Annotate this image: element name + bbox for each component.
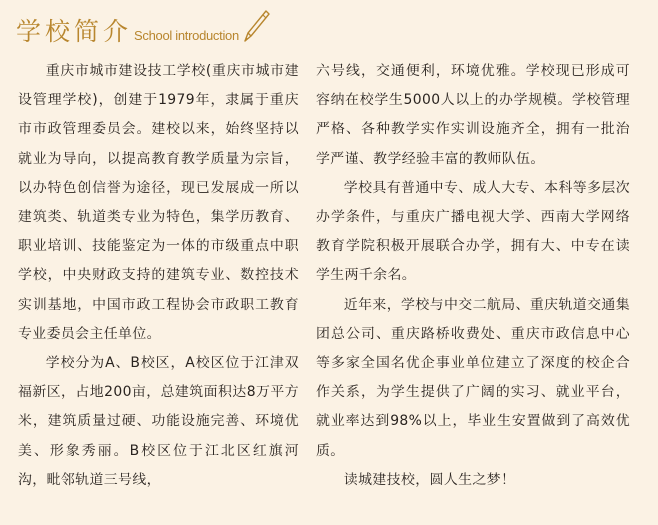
pen-icon <box>241 8 271 48</box>
paragraph-education: 学校具有普通中专、成人大专、本科等多层次办学条件，与重庆广播电视大学、西南大学网络教育学院积极开展联合办学，拥有大、中专在读学生两千余名。 <box>316 179 630 284</box>
left-column <box>18 57 299 495</box>
paragraph-campus-cont: 六号线，交通便利，环境优雅。学校现已形成可容纳在校学生5000人以上的办学规模。学校管理严格、各种教学实作实训设施齐全，拥有一批治学严谨、教学经验丰富的教师队伍。 <box>316 63 630 167</box>
right-column <box>316 57 630 495</box>
paragraph-slogan: 读城建技校，圆人生之梦！ <box>343 471 516 488</box>
section-header <box>16 8 271 48</box>
paragraph-cooperation: 近年来，学校与中交二航局、重庆轨道交通集团总公司、重庆路桥收费处、重庆市政信息中心等多家全国名优企事业单位建立了深度的校企合作关系，为学生提供了广阔的实习、就业平台，就业率达到98%以上，毕业生安置做到了高效优质。 <box>316 296 630 459</box>
paragraph-campus-start: 学校分为A、B校区，A校区位于江津双福新区，占地200亩，总建筑面积达8万平方米，建筑质量过硬、功能设施完善、环境优美、形象秀丽。B校区位于江北区红旗河沟，毗邻轨道三号线， <box>18 355 299 488</box>
paragraph-history: 重庆市城市建设技工学校(重庆市城市建设管理学校)，创建于1979年，隶属于重庆市市政管理委员会。建校以来，始终坚持以就业为导向，以提高教育教学质量为宗旨，以办特色创信誉为途径，现已发展成一所以建筑类、轨道类专业为特色，集学历教育、职业培训、技能鉴定为一体的市级重点中职学校，中央财政支持的建筑专业、数控技术实训基地，中国市政工程协会市政职工教育专业委员会主任单位。 <box>18 63 299 342</box>
page-title: 学校简介 <box>16 17 133 46</box>
page-subtitle: School introduction <box>134 28 239 43</box>
